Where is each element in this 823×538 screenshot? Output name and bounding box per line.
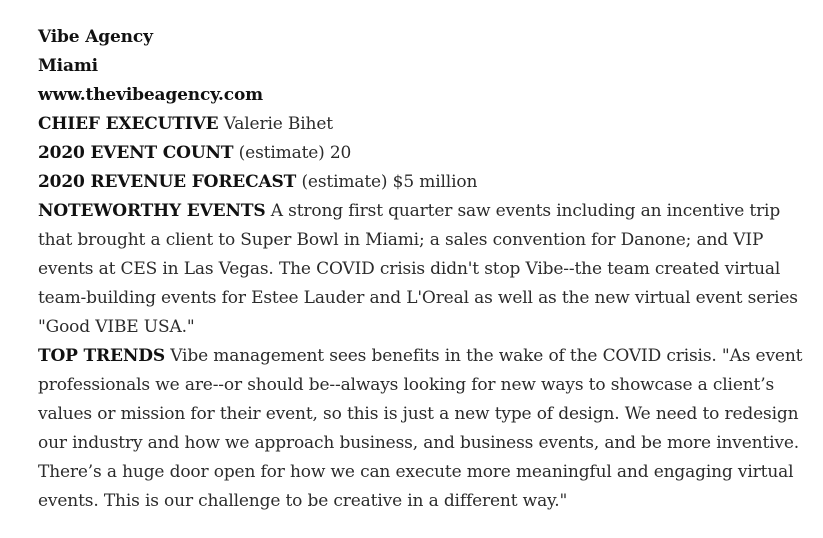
agency-city: Miami	[38, 56, 98, 76]
agency-name: Vibe Agency	[38, 27, 153, 47]
noteworthy-events-paragraph	[38, 197, 818, 342]
revenue-forecast-label: 2020 REVENUE FORECAST	[38, 172, 297, 192]
noteworthy-events-label: NOTEWORTHY EVENTS	[38, 201, 266, 221]
revenue-forecast-row	[38, 168, 818, 197]
top-trends-text: Vibe management sees benefits in the wake of the COVID crisis. "As event professionals we are--or should be--always looking for new ways to showcase a client’s values or mission for their event, so this is just a new type of design. We need to redesign our industry and how we approach business, and business events, and be more inventive. There’s a huge door open for how we can execute more meaningful and engaging virtual events. This is our challenge to be creative in a different way."	[38, 346, 803, 511]
chief-executive-row	[38, 110, 818, 139]
agency-profile	[38, 23, 818, 516]
chief-executive-value: Valerie Bihet	[223, 114, 333, 134]
event-count-row	[38, 139, 818, 168]
event-count-value: (estimate) 20	[238, 143, 352, 163]
top-trends-label: TOP TRENDS	[38, 346, 165, 366]
revenue-forecast-value: (estimate) $5 million	[301, 172, 478, 192]
top-trends-paragraph	[38, 342, 818, 516]
chief-executive-label: CHIEF EXECUTIVE	[38, 114, 219, 134]
event-count-label: 2020 EVENT COUNT	[38, 143, 234, 163]
noteworthy-events-text: A strong first quarter saw events including an incentive trip that brought a client to Super Bowl in Miami; a sales convention for Danone; and VIP events at CES in Las Vegas. The COVID crisis didn't stop Vibe--the team created virtual team-building events for Estee Lauder and L'Oreal as well as the new virtual event series "Good VIBE USA."	[38, 201, 798, 337]
agency-website: www.thevibeagency.com	[38, 85, 263, 105]
